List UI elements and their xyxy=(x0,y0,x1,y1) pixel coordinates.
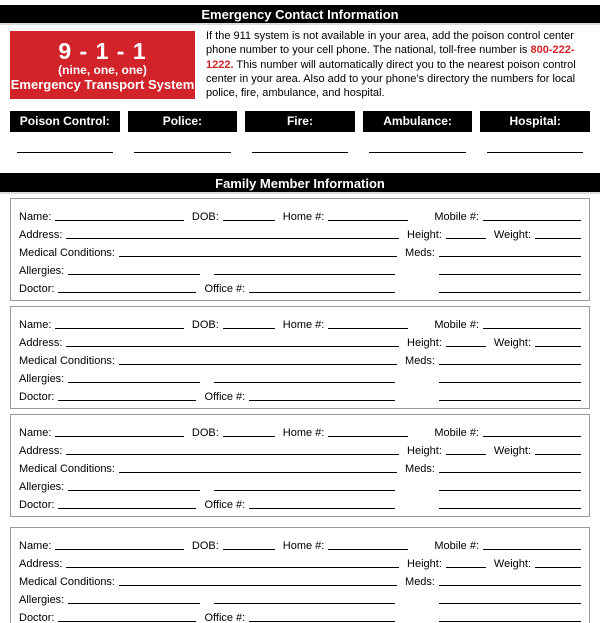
family-member-block xyxy=(10,414,590,517)
contact-line-cell xyxy=(363,149,473,153)
poison-control-paragraph xyxy=(206,29,590,100)
member-row-address xyxy=(19,440,581,458)
meds-field-line[interactable] xyxy=(439,585,581,586)
name-label: Name: xyxy=(19,318,52,331)
allergies-label: Allergies: xyxy=(19,265,65,278)
address-field-line[interactable] xyxy=(66,346,399,347)
member-row-address xyxy=(19,224,581,242)
contact-label-hospital: Hospital: xyxy=(480,111,590,132)
dob-label: DOB: xyxy=(191,426,219,439)
allergies-continuation-line[interactable] xyxy=(214,603,395,604)
doctor-label: Doctor: xyxy=(19,499,55,512)
member-row-allergies xyxy=(19,368,581,386)
home-phone-field-line[interactable] xyxy=(328,220,408,221)
office-phone-field-line[interactable] xyxy=(249,508,395,509)
name-label: Name: xyxy=(19,539,52,552)
weight-field-line[interactable] xyxy=(535,567,581,568)
dob-field-line[interactable] xyxy=(223,220,275,221)
member-row-doctor xyxy=(19,386,581,404)
office-phone-label: Office #: xyxy=(204,391,246,404)
meds-continuation-line[interactable] xyxy=(439,274,581,275)
member-row-name xyxy=(19,534,581,552)
address-field-line[interactable] xyxy=(66,454,399,455)
mobile-phone-label: Mobile #: xyxy=(434,210,479,223)
height-field-line[interactable] xyxy=(446,238,486,239)
member-row-medical xyxy=(19,350,581,368)
row-spacer xyxy=(408,439,434,440)
allergies-field-line[interactable] xyxy=(68,274,200,275)
home-phone-field-line[interactable] xyxy=(328,436,408,437)
mobile-phone-label: Mobile #: xyxy=(434,318,479,331)
office-phone-label: Office #: xyxy=(204,283,246,296)
weight-field-line[interactable] xyxy=(535,454,581,455)
allergies-continuation-line[interactable] xyxy=(214,274,395,275)
office-phone-field-line[interactable] xyxy=(249,292,395,293)
height-field-line[interactable] xyxy=(446,567,486,568)
home-phone-label: Home #: xyxy=(282,210,325,223)
contact-phone-line[interactable] xyxy=(369,149,465,153)
contact-line-cell xyxy=(10,149,120,153)
member-row-name xyxy=(19,205,581,223)
dob-label: DOB: xyxy=(191,210,219,223)
mobile-phone-label: Mobile #: xyxy=(434,539,479,552)
meds-field-line[interactable] xyxy=(439,256,581,257)
home-phone-field-line[interactable] xyxy=(328,328,408,329)
doctor-field-line[interactable] xyxy=(58,400,196,401)
dob-field-line[interactable] xyxy=(223,328,275,329)
weight-label: Weight: xyxy=(493,228,531,241)
contact-phone-line[interactable] xyxy=(17,149,113,153)
allergies-label: Allergies: xyxy=(19,481,65,494)
member-row-doctor xyxy=(19,278,581,296)
meds-continuation-line[interactable] xyxy=(439,603,581,604)
office-phone-field-line[interactable] xyxy=(249,400,395,401)
medical-conditions-field-line[interactable] xyxy=(119,585,397,586)
contact-labels-row xyxy=(10,111,590,132)
contact-line-cell xyxy=(245,149,355,153)
height-label: Height: xyxy=(407,444,442,457)
meds-continuation-line-2[interactable] xyxy=(439,621,581,622)
mobile-phone-field-line[interactable] xyxy=(483,436,581,437)
contact-phone-line[interactable] xyxy=(252,149,348,153)
meds-continuation-line-2[interactable] xyxy=(439,508,581,509)
nine-one-one-box xyxy=(10,31,195,99)
meds-continuation-line[interactable] xyxy=(439,382,581,383)
member-row-medical xyxy=(19,571,581,589)
doctor-label: Doctor: xyxy=(19,283,55,296)
weight-label: Weight: xyxy=(493,557,531,570)
section-header-emergency xyxy=(0,5,600,25)
name-label: Name: xyxy=(19,426,52,439)
height-label: Height: xyxy=(407,557,442,570)
row-spacer xyxy=(408,223,434,224)
address-label: Address: xyxy=(19,336,63,349)
dob-label: DOB: xyxy=(191,318,219,331)
family-member-block xyxy=(10,527,590,623)
contact-phone-lines-row xyxy=(10,149,590,153)
allergies-label: Allergies: xyxy=(19,594,65,607)
meds-continuation-line-2[interactable] xyxy=(439,292,581,293)
medical-conditions-field-line[interactable] xyxy=(119,256,397,257)
meds-continuation-line[interactable] xyxy=(439,490,581,491)
section-header-family xyxy=(0,173,600,194)
allergies-field-line[interactable] xyxy=(68,603,200,604)
mobile-phone-field-line[interactable] xyxy=(483,549,581,550)
contact-phone-line[interactable] xyxy=(134,149,230,153)
home-phone-label: Home #: xyxy=(282,426,325,439)
meds-label: Meds: xyxy=(405,355,435,368)
medical-conditions-label: Medical Conditions: xyxy=(19,247,115,260)
home-phone-field-line[interactable] xyxy=(328,549,408,550)
height-field-line[interactable] xyxy=(446,454,486,455)
doctor-label: Doctor: xyxy=(19,391,55,404)
dob-label: DOB: xyxy=(191,539,219,552)
dob-field-line[interactable] xyxy=(223,549,275,550)
weight-field-line[interactable] xyxy=(535,346,581,347)
name-field-line[interactable] xyxy=(55,328,183,329)
mobile-phone-field-line[interactable] xyxy=(483,328,581,329)
meds-label: Meds: xyxy=(405,463,435,476)
height-label: Height: xyxy=(407,228,442,241)
meds-field-line[interactable] xyxy=(439,472,581,473)
poison-control-phone-number: 800-222-1222. xyxy=(206,44,575,71)
address-field-line[interactable] xyxy=(66,238,399,239)
emergency-contact-form xyxy=(0,5,600,623)
member-row-allergies xyxy=(19,260,581,278)
allergies-continuation-line[interactable] xyxy=(214,490,395,491)
address-field-line[interactable] xyxy=(66,567,399,568)
doctor-field-line[interactable] xyxy=(58,508,196,509)
top-section xyxy=(10,31,590,100)
nine-one-one-subtitle: Emergency Transport System xyxy=(10,77,195,92)
allergies-field-line[interactable] xyxy=(68,490,200,491)
contact-phone-line[interactable] xyxy=(487,149,583,153)
member-row-address xyxy=(19,553,581,571)
meds-field-line[interactable] xyxy=(439,364,581,365)
height-field-line[interactable] xyxy=(446,346,486,347)
doctor-field-line[interactable] xyxy=(58,621,196,622)
doctor-field-line[interactable] xyxy=(58,292,196,293)
contact-label-police: Police: xyxy=(128,111,238,132)
address-label: Address: xyxy=(19,444,63,457)
contact-line-cell xyxy=(480,149,590,153)
contact-label-ambulance: Ambulance: xyxy=(363,111,473,132)
member-row-name xyxy=(19,421,581,439)
office-phone-label: Office #: xyxy=(204,612,246,623)
meds-label: Meds: xyxy=(405,576,435,589)
emergency-section-title: Emergency Contact Information xyxy=(201,7,399,22)
nine-one-one-phonetic: (nine, one, one) xyxy=(58,63,147,77)
paragraph-text-before: If the 911 system is not available in your area, add the poison control center phone number to your cell phone. The national, toll-free number is xyxy=(206,30,574,57)
member-row-medical xyxy=(19,242,581,260)
member-row-doctor xyxy=(19,494,581,512)
mobile-phone-field-line[interactable] xyxy=(483,220,581,221)
family-member-block xyxy=(10,198,590,301)
name-field-line[interactable] xyxy=(55,436,183,437)
allergies-field-line[interactable] xyxy=(68,382,200,383)
weight-label: Weight: xyxy=(493,444,531,457)
address-label: Address: xyxy=(19,557,63,570)
nine-one-one-number: 9 - 1 - 1 xyxy=(58,38,147,64)
home-phone-label: Home #: xyxy=(282,318,325,331)
member-row-address xyxy=(19,332,581,350)
medical-conditions-label: Medical Conditions: xyxy=(19,355,115,368)
medical-conditions-field-line[interactable] xyxy=(119,364,397,365)
medical-conditions-field-line[interactable] xyxy=(119,472,397,473)
row-spacer xyxy=(408,552,434,553)
contact-label-fire: Fire: xyxy=(245,111,355,132)
family-member-blocks xyxy=(10,198,590,623)
member-row-allergies xyxy=(19,589,581,607)
office-phone-label: Office #: xyxy=(204,499,246,512)
contact-line-cell xyxy=(128,149,238,153)
family-member-block xyxy=(10,306,590,409)
medical-conditions-label: Medical Conditions: xyxy=(19,576,115,589)
height-label: Height: xyxy=(407,336,442,349)
member-row-doctor xyxy=(19,607,581,623)
meds-continuation-line-2[interactable] xyxy=(439,400,581,401)
doctor-label: Doctor: xyxy=(19,612,55,623)
name-field-line[interactable] xyxy=(55,549,183,550)
row-spacer xyxy=(408,331,434,332)
allergies-continuation-line[interactable] xyxy=(214,382,395,383)
member-row-allergies xyxy=(19,476,581,494)
name-label: Name: xyxy=(19,210,52,223)
office-phone-field-line[interactable] xyxy=(249,621,395,622)
address-label: Address: xyxy=(19,228,63,241)
contact-label-poisoncontrol: Poison Control: xyxy=(10,111,120,132)
medical-conditions-label: Medical Conditions: xyxy=(19,463,115,476)
meds-label: Meds: xyxy=(405,247,435,260)
member-row-medical xyxy=(19,458,581,476)
paragraph-text-after: This number will automatically direct you to the nearest poison control center in your area. Also add to your phone’s directory the numbers for local police, fire, ambulance, and hospital. xyxy=(206,58,576,100)
allergies-label: Allergies: xyxy=(19,373,65,386)
weight-label: Weight: xyxy=(493,336,531,349)
weight-field-line[interactable] xyxy=(535,238,581,239)
dob-field-line[interactable] xyxy=(223,436,275,437)
mobile-phone-label: Mobile #: xyxy=(434,426,479,439)
name-field-line[interactable] xyxy=(55,220,183,221)
family-section-title: Family Member Information xyxy=(215,176,385,192)
member-row-name xyxy=(19,313,581,331)
home-phone-label: Home #: xyxy=(282,539,325,552)
